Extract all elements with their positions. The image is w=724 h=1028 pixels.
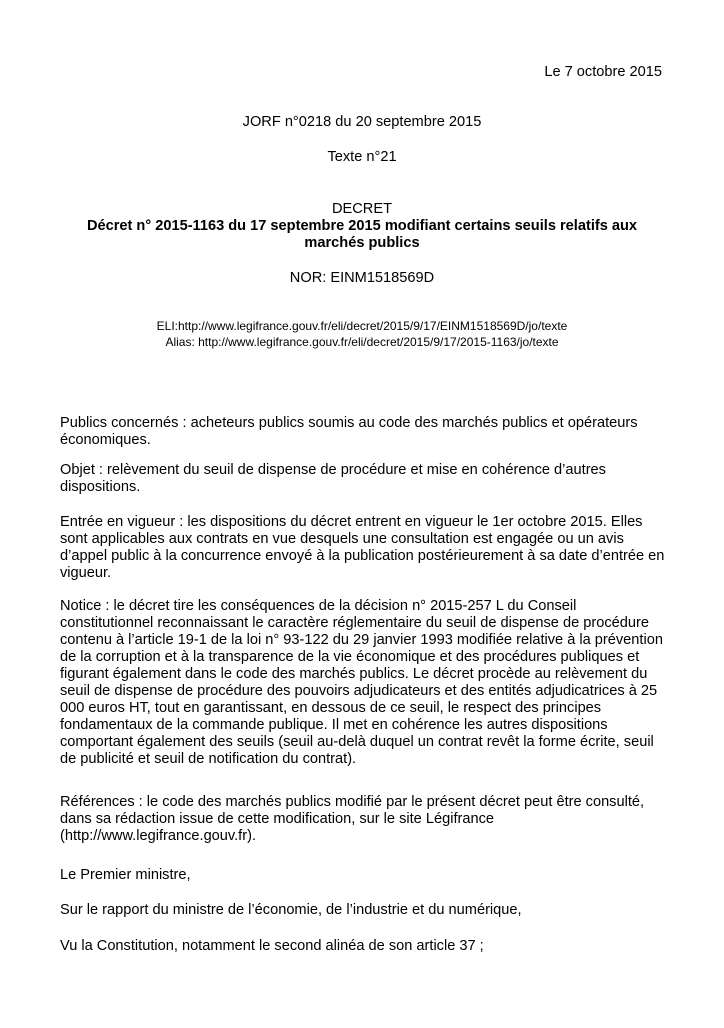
body-paragraph: Objet : relèvement du seuil de dispense de procédure et mise en cohérence d’autres dispositions.	[60, 462, 606, 495]
decret-kind-heading: DECRET	[332, 201, 392, 217]
texte-number-line: Texte n°21	[327, 149, 397, 165]
body-paragraph: Références : le code des marchés publics modifié par le présent décret peut être consulté, dans sa rédaction issue de cette modification, sur le site Légifrance (http://www.legifrance.gouv.fr).	[60, 794, 645, 844]
body-paragraph: Sur le rapport du ministre de l’économie, de l’industrie et du numérique,	[60, 902, 522, 918]
jorf-line: JORF n°0218 du 20 septembre 2015	[242, 114, 482, 130]
alias-line: Alias: http://www.legifrance.gouv.fr/eli/decret/2015/9/17/2015-1163/jo/texte	[165, 335, 559, 349]
body-paragraph: Entrée en vigueur : les dispositions du décret entrent en vigueur le 1er octobre 2015. Elles sont applicables aux contrats en vue desquels une consultation est engagée ou un avis d’appel public à la concurrence envoyé à la publication postérieurement à sa date d’entrée en vigueur.	[60, 514, 665, 581]
eli-line: ELI:http://www.legifrance.gouv.fr/eli/decret/2015/9/17/EINM1518569D/jo/texte	[156, 319, 568, 333]
body-paragraph: Le Premier ministre,	[60, 867, 191, 883]
body-paragraph: Vu la Constitution, notamment le second alinéa de son article 37 ;	[60, 938, 484, 954]
date-line: Le 7 octobre 2015	[544, 64, 662, 80]
decret-title: Décret n° 2015-1163 du 17 septembre 2015 modifiant certains seuils relatifs aux marchés publics	[86, 218, 638, 251]
nor-line: NOR: EINM1518569D	[289, 270, 435, 286]
eli-block	[62, 318, 662, 350]
body-paragraph: Publics concernés : acheteurs publics soumis au code des marchés publics et opérateurs économiques.	[60, 415, 638, 448]
body-paragraph: Notice : le décret tire les conséquences de la décision n° 2015-257 L du Conseil constitutionnel reconnaissant le caractère réglementaire du seuil de dispense de procédure contenu à l’article 19-1 de la loi n° 93-122 du 29 janvier 1993 modifiée relative à la prévention de la corruption et à la transparence de la vie économique et des procédures publiques et figurant également dans le code des marchés publics. Le décret procède au relèvement du seuil de dispense de procédure des pouvoirs adjudicateurs et des entités adjudicatrices à 25 000 euros HT, tout en garantissant, en dessous de ce seuil, le respect des principes fondamentaux de la commande publique. Il met en cohérence les autres dispositions comportant également des seuils (seuil au-delà duquel un contrat revêt la forme écrite, seuil de publicité et seuil de notification du contrat).	[60, 598, 663, 767]
